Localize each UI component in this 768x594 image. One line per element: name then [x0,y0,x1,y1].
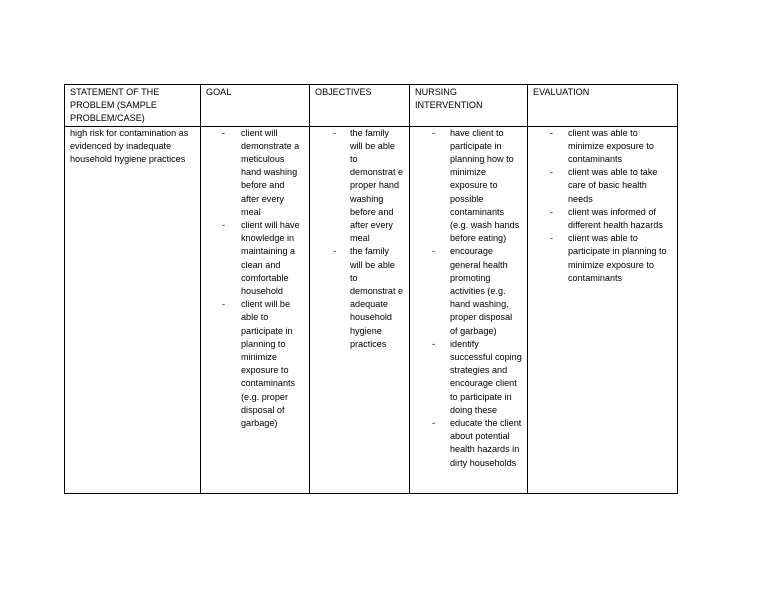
header-nursing-intervention: NURSING INTERVENTION [410,85,528,127]
evaluation-item: - client was able to take care of basic health needs [528,166,672,206]
evaluation-item: - client was able to participate in planning to minimize exposure to contaminants [528,232,672,285]
evaluation-item: - client was informed of different health hazards [528,206,672,232]
goal-item: - client will demonstrate a meticulous hand washing before and after every meal [201,127,304,219]
goal-item: - client will have knowledge in maintaining a clean and comfortable household [201,219,304,298]
header-evaluation: EVALUATION [528,85,678,127]
nursing-care-plan-table [64,84,678,494]
header-problem-statement: STATEMENT OF THE PROBLEM (SAMPLE PROBLEM/CASE) [65,85,201,127]
goal-item: - client will be able to participate in planning to minimize exposure to contaminants (e.g. proper disposal of garbage) [201,298,304,430]
objective-item: - the family will be able to demonstrat e adequate household hygiene practices [310,245,404,351]
goal-cell [201,126,310,493]
intervention-list [410,127,522,470]
intervention-item: - educate the client about potential health hazards in dirty households [410,417,522,470]
header-goal: GOAL [201,85,310,127]
evaluation-cell [528,126,678,493]
table-row [65,126,678,493]
intervention-item: - identify successful coping strategies and encourage client to participate in doing these [410,338,522,417]
objective-item: - the family will be able to demonstrat e proper hand washing before and after every meal [310,127,404,246]
nursing-intervention-cell [410,126,528,493]
evaluation-list [528,127,672,285]
intervention-item: - encourage general health promoting activities (e.g. hand washing, proper disposal of garbage) [410,245,522,337]
goal-list [201,127,304,431]
objectives-cell [310,126,410,493]
intervention-item: - have client to participate in planning how to minimize exposure to possible contaminants (e.g. wash hands before eating) [410,127,522,246]
objectives-list [310,127,404,351]
table-header-row [65,85,678,127]
header-objectives: OBJECTIVES [310,85,410,127]
problem-statement-cell [65,126,201,493]
problem-statement-text: high risk for contamination as evidenced by inadequate household hygiene practices [70,127,189,165]
evaluation-item: - client was able to minimize exposure to contaminants [528,127,672,167]
